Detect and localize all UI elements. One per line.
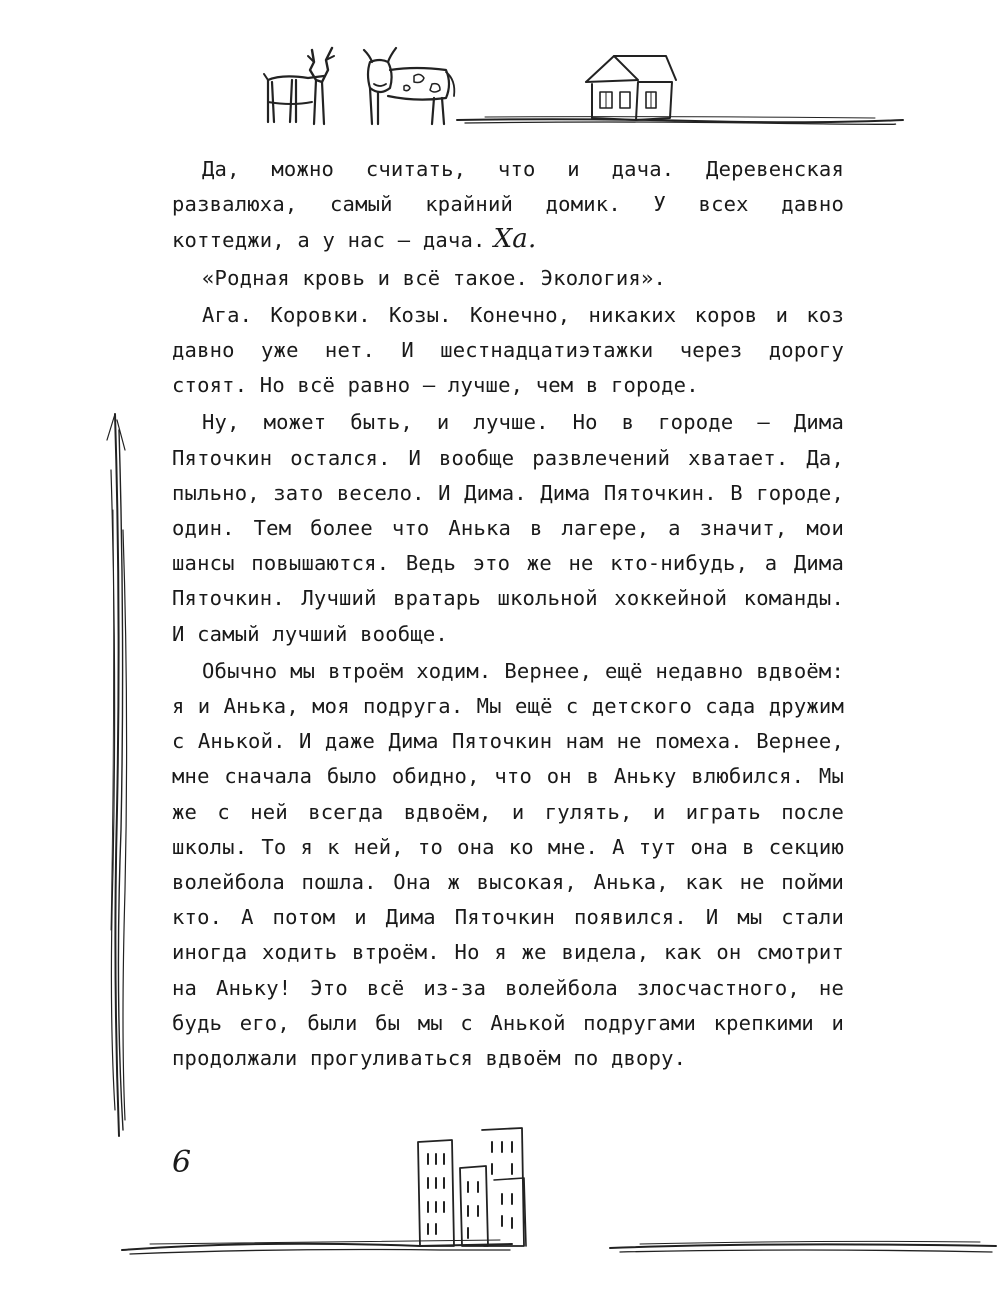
paragraph-1	[172, 152, 844, 259]
ground-lines-sketch	[120, 1228, 1000, 1268]
page-number: 6	[172, 1145, 192, 1180]
paragraph-5: Обычно мы втроём ходим. Вернее, ещё недавно вдвоём: я и Анька, моя подруга. Мы ещё с детского сада дружим с Анькой. И даже Дима Пяточкин нам не помеха. Вернее, мне сначала было обидно, что он в Аньку влюбился. Мы же с ней всегда вдвоём, и гулять, и играть после школы. То я к ней, то она ко мне. А тут она в секцию волейбола пошла. Она ж высокая, Анька, как не пойми кто. А потом и Дима Пяточкин появился. И мы стали иногда ходить втроём. Но я же видела, как он смотрит на Аньку! Это всё из-за волейбола злосчастного, не будь его, были бы мы с Анькой подругами крепкими и продолжали прогуливаться вдвоём по двору.	[172, 658, 844, 1071]
paragraph-4: Ну, может быть, и лучше. Но в городе — Дима Пяточкин остался. И вообще развлечений хватает. Да, пыльно, зато весело. И Дима. Дима Пяточкин. В городе, один. Тем более что Анька в лагере, а значит, мои шансы повышаются. Ведь это же не кто-нибудь, а Дима Пяточкин. Лучший вратарь школьной хоккейной команды. И самый лучший вообще.	[172, 410, 844, 646]
paragraph-3: Ага. Коровки. Козы. Конечно, никаких коров и коз давно уже нет. И шестнадцатиэтажки через дорогу стоят. Но всё равно — лучше, чем в городе.	[172, 302, 844, 398]
grass-stems-sketch	[95, 410, 145, 1140]
body-text	[172, 152, 844, 1078]
goat-sketch	[262, 40, 342, 130]
paragraph-2: «Родная кровь и всё такое. Экология».	[202, 265, 667, 290]
ground-line-top	[455, 110, 905, 130]
cow-sketch	[356, 40, 466, 130]
paragraph-1-text: Да, можно считать, что и дача. Деревенская развалюха, самый крайний домик. У всех давно коттеджи, а у нас — дача.	[172, 157, 844, 253]
handwritten-note: Ха.	[493, 224, 537, 255]
